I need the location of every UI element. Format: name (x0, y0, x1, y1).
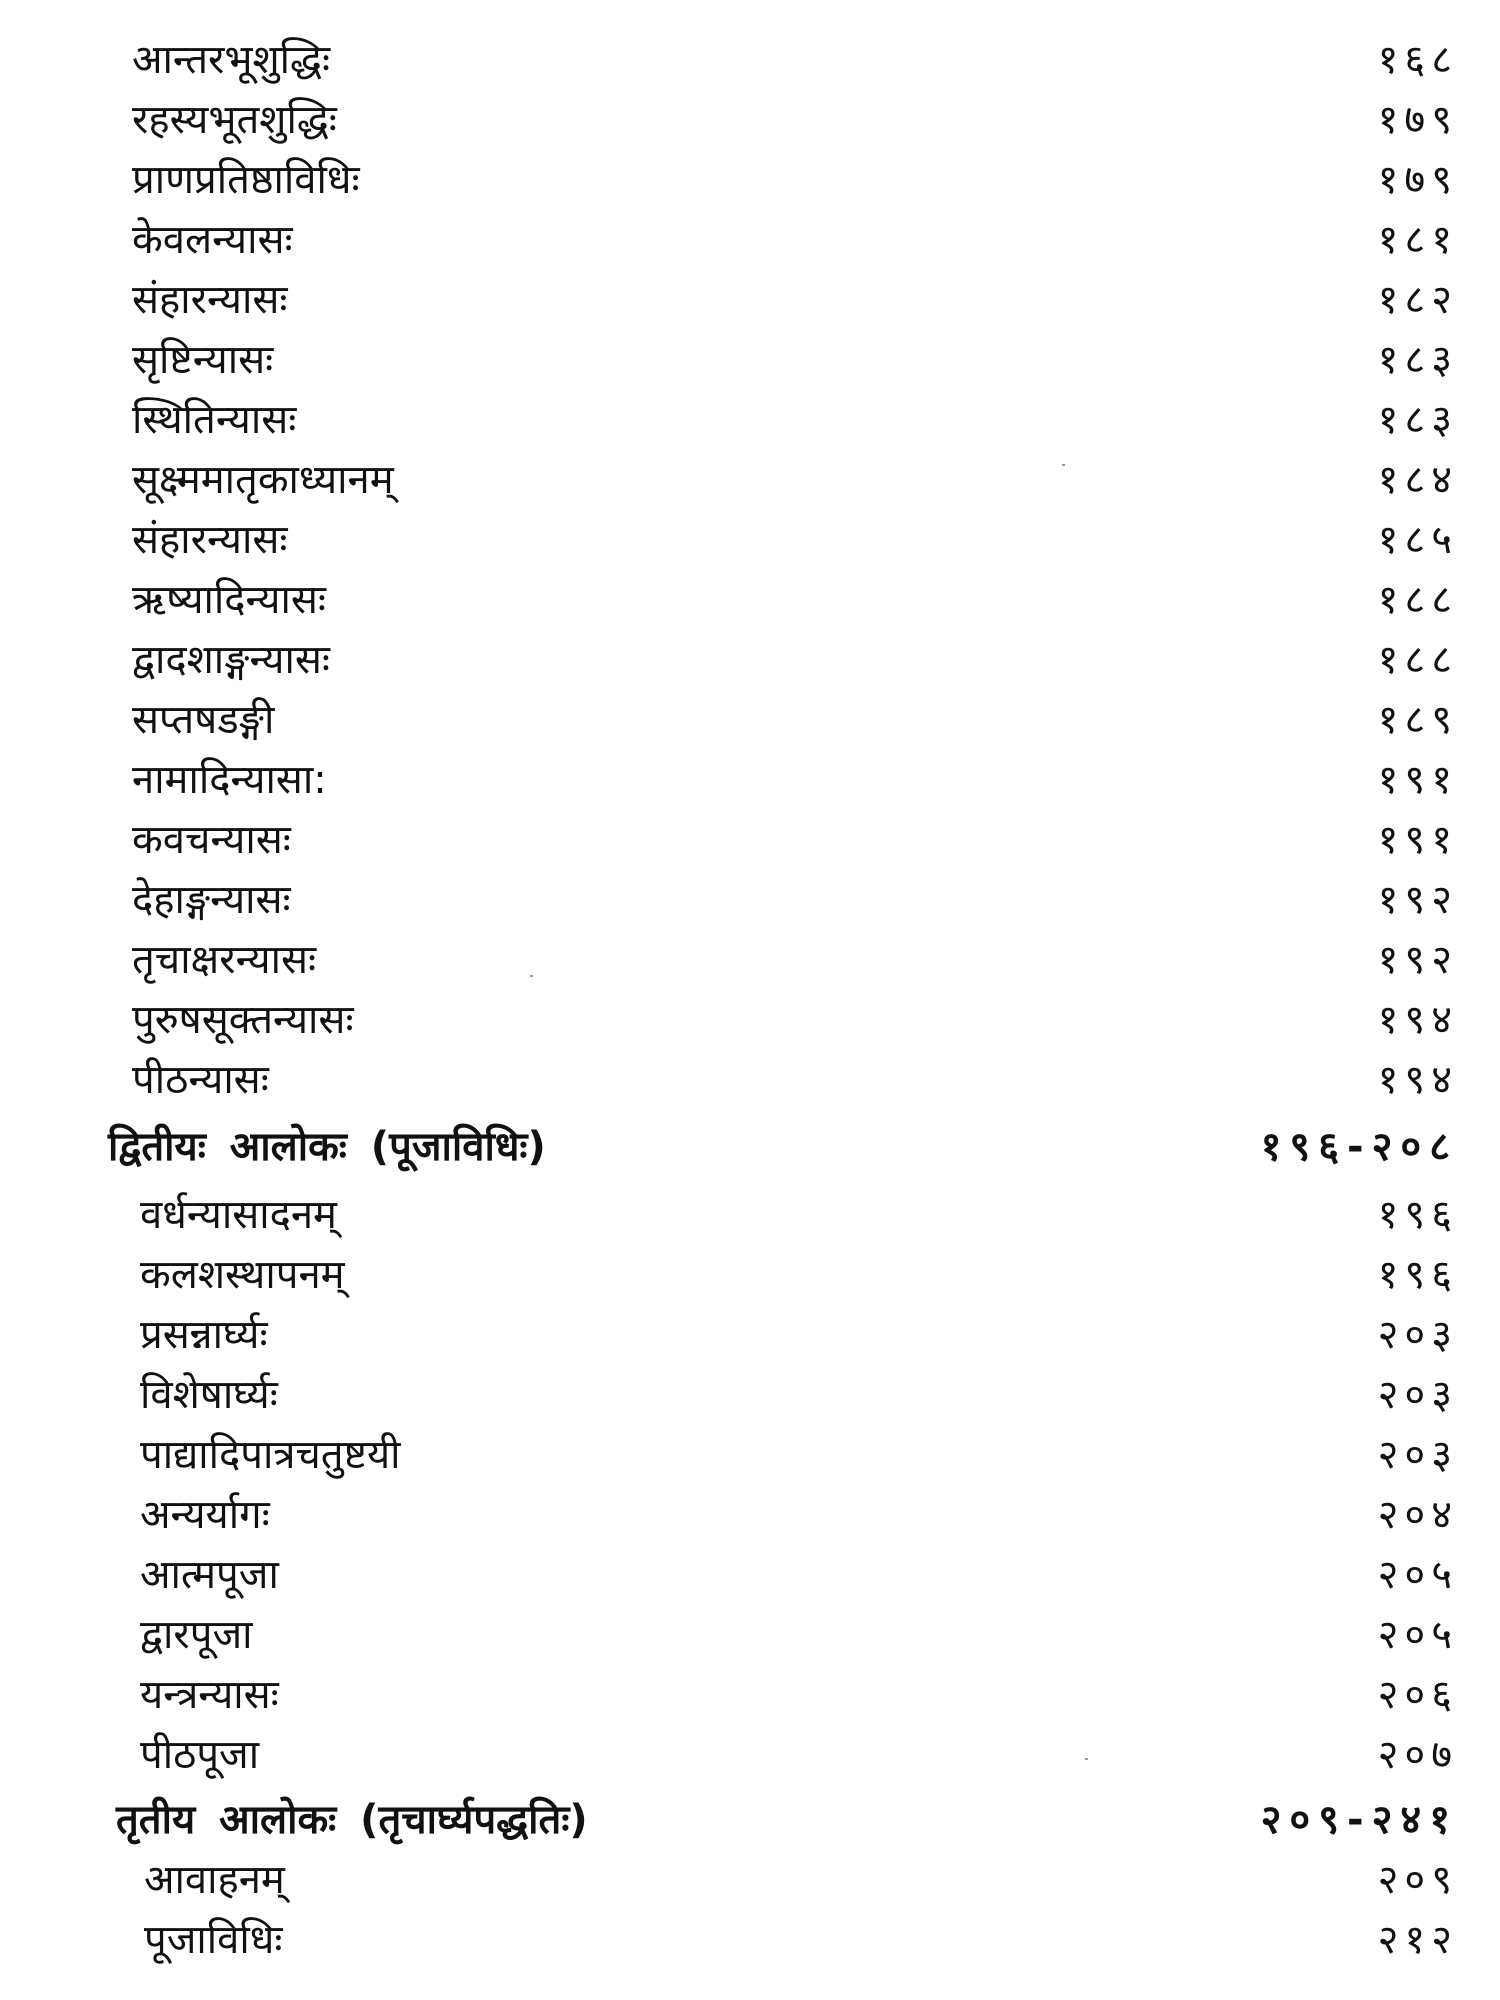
entry-title: पाद्यादिपात्रचतुष्टयी (140, 1432, 401, 1478)
entry-title: सूक्ष्ममातृकाध्यानम् (132, 457, 394, 503)
toc-entry[interactable] (0, 930, 1500, 990)
entry-page-number: १६८ (1377, 37, 1458, 83)
toc-entry[interactable] (0, 1910, 1500, 1970)
toc-entry[interactable] (0, 570, 1500, 630)
toc-entry[interactable] (0, 630, 1500, 690)
entry-title: आवाहनम् (144, 1857, 285, 1903)
entry-page-number: २०३ (1377, 1432, 1458, 1478)
entry-page-number: १८९ (1377, 697, 1458, 743)
entry-title: द्वारपूजा (140, 1612, 253, 1658)
toc-entry[interactable] (0, 990, 1500, 1050)
entry-title: केवलन्यासः (132, 217, 293, 263)
entry-page-number: १८८ (1377, 577, 1458, 623)
entry-page-number: २०६ (1377, 1672, 1458, 1718)
toc-entry[interactable] (0, 1605, 1500, 1665)
toc-entry[interactable] (0, 210, 1500, 270)
toc-entry[interactable] (0, 450, 1500, 510)
entry-page-number: १८२ (1377, 277, 1458, 323)
toc-entry[interactable] (0, 1725, 1500, 1785)
scan-speck (1085, 1758, 1088, 1760)
section-title: द्वितीयः आलोकः (पूजाविधिः) (108, 1124, 546, 1170)
entry-page-number: १९४ (1377, 1057, 1458, 1103)
entry-title: देहाङ्गन्यासः (132, 877, 291, 923)
toc-entry[interactable] (0, 150, 1500, 210)
entry-title: नामादिन्यासा: (132, 757, 327, 803)
toc-entry[interactable] (0, 1425, 1500, 1485)
toc-entry[interactable] (0, 1665, 1500, 1725)
entry-title: पीठपूजा (140, 1732, 260, 1778)
entry-title: पूजाविधिः (144, 1917, 283, 1963)
toc-entry[interactable] (0, 1850, 1500, 1910)
entry-page-number: २०५ (1377, 1612, 1458, 1658)
entry-title: आत्मपूजा (140, 1552, 279, 1598)
entry-page-number: १९६ (1377, 1252, 1458, 1298)
toc-entry[interactable] (0, 390, 1500, 450)
toc-entry[interactable] (0, 1305, 1500, 1365)
scan-speck (1062, 464, 1065, 466)
toc-entry[interactable] (0, 1485, 1500, 1545)
toc-entry[interactable] (0, 270, 1500, 330)
entry-title: द्वादशाङ्गन्यासः (132, 637, 330, 683)
toc-entry[interactable] (0, 1545, 1500, 1605)
toc-entry[interactable] (0, 30, 1500, 90)
entry-page-number: १९४ (1377, 997, 1458, 1043)
entry-title: सृष्टिन्यासः (132, 337, 274, 383)
section-page-range: २०९-२४१ (1260, 1797, 1458, 1843)
toc-entry[interactable] (0, 870, 1500, 930)
entry-page-number: २०५ (1377, 1552, 1458, 1598)
entry-title: पीठन्यासः (132, 1057, 269, 1103)
entry-page-number: १९१ (1377, 817, 1458, 863)
entry-title: विशेषार्घ्यः (140, 1372, 278, 1418)
section-heading-2[interactable] (0, 1117, 1500, 1177)
entry-page-number: २०३ (1377, 1372, 1458, 1418)
toc-entry[interactable] (0, 750, 1500, 810)
entry-title: कवचन्यासः (132, 817, 291, 863)
entry-title: आन्तरभूशुद्धिः (132, 37, 331, 83)
entry-page-number: १८८ (1377, 637, 1458, 683)
entry-page-number: २०३ (1377, 1312, 1458, 1358)
entry-page-number: १७९ (1377, 97, 1458, 143)
entry-title: प्राणप्रतिष्ठाविधिः (132, 157, 360, 203)
entry-title: संहारन्यासः (132, 517, 288, 563)
entry-title: रहस्यभूतशुद्धिः (132, 97, 337, 143)
entry-page-number: १८४ (1377, 457, 1458, 503)
toc-entry[interactable] (0, 1050, 1500, 1110)
entry-page-number: १८३ (1377, 337, 1458, 383)
toc-entry[interactable] (0, 510, 1500, 570)
entry-title: स्थितिन्यासः (132, 397, 297, 443)
toc-entry[interactable] (0, 1185, 1500, 1245)
entry-page-number: १७९ (1377, 157, 1458, 203)
toc-entry[interactable] (0, 810, 1500, 870)
entry-title: यन्त्रन्यासः (140, 1672, 279, 1718)
entry-page-number: २०४ (1377, 1492, 1458, 1538)
entry-title: सप्तषडङ्गी (132, 697, 275, 743)
entry-page-number: २०९ (1377, 1857, 1458, 1903)
entry-page-number: १८३ (1377, 397, 1458, 443)
scan-speck (530, 975, 533, 977)
entry-title: संहारन्यासः (132, 277, 288, 323)
entry-title: प्रसन्नार्घ्यः (140, 1312, 268, 1358)
section-page-range: १९६-२०८ (1260, 1124, 1458, 1170)
entry-page-number: १८५ (1377, 517, 1458, 563)
section-title: तृतीय आलोकः (तृचार्घ्यपद्धतिः) (116, 1797, 588, 1843)
toc-entry[interactable] (0, 1365, 1500, 1425)
entry-title: कलशस्थापनम् (140, 1252, 345, 1298)
entry-title: तृचाक्षरन्यासः (132, 937, 317, 983)
entry-page-number: १९२ (1377, 937, 1458, 983)
entry-page-number: १९१ (1377, 757, 1458, 803)
entry-title: पुरुषसूक्तन्यासः (132, 997, 354, 1043)
section-heading-3[interactable] (0, 1790, 1500, 1850)
entry-title: ऋष्यादिन्यासः (132, 577, 326, 623)
toc-entry[interactable] (0, 90, 1500, 150)
toc-entry[interactable] (0, 330, 1500, 390)
entry-page-number: १९६ (1377, 1192, 1458, 1238)
toc-entry[interactable] (0, 690, 1500, 750)
entry-title: अन्यर्यागः (140, 1492, 270, 1538)
entry-page-number: १९२ (1377, 877, 1458, 923)
entry-page-number: २१२ (1377, 1917, 1458, 1963)
toc-entry[interactable] (0, 1245, 1500, 1305)
entry-title: वर्धन्यासादनम् (140, 1192, 337, 1238)
entry-page-number: २०७ (1377, 1732, 1458, 1778)
entry-page-number: १८१ (1377, 217, 1458, 263)
